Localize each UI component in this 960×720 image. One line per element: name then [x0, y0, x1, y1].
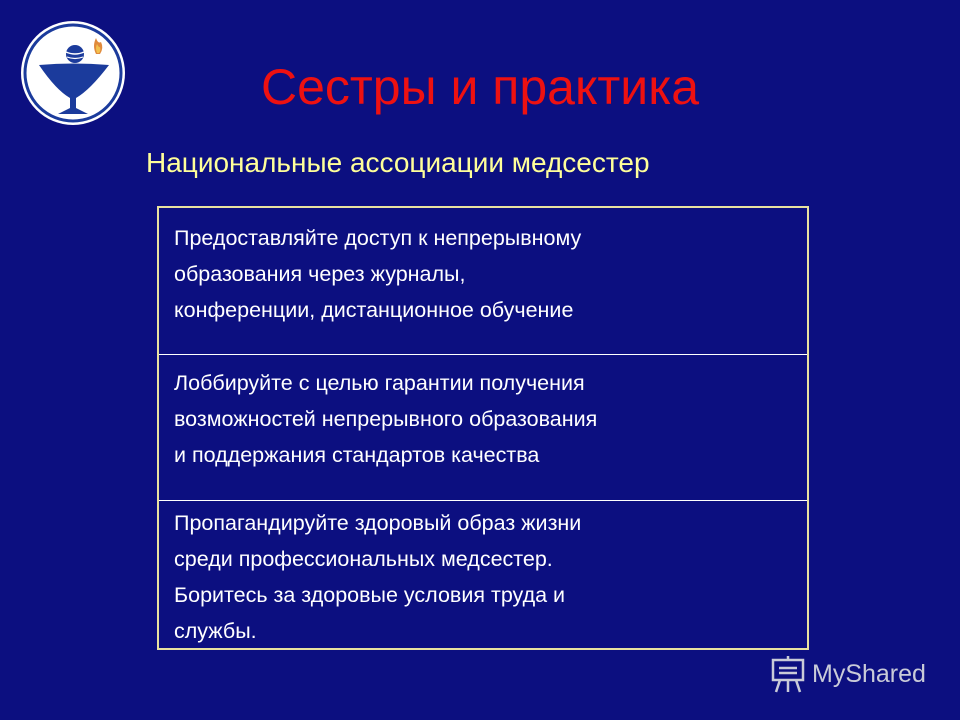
table-row-line: Боритесь за здоровые условия труда и	[174, 583, 566, 607]
table-row	[159, 501, 807, 648]
watermark	[770, 654, 926, 694]
presentation-board-icon	[770, 654, 806, 694]
table-row-line: возможностей непрерывного образования	[174, 407, 598, 431]
watermark-text: MyShared	[812, 659, 926, 688]
slide-subtitle: Национальные ассоциации медсестер	[146, 147, 650, 178]
table-row-line: и поддержания стандартов качества	[174, 443, 540, 467]
table-row-line: Предоставляйте доступ к непрерывному	[174, 226, 582, 250]
table-row	[159, 355, 807, 501]
table-row-line: образования через журналы,	[174, 262, 466, 286]
content-table	[157, 206, 809, 650]
table-row-line: среди профессиональных медсестер.	[174, 547, 553, 571]
slide-title: Сестры и практика	[260, 59, 699, 115]
table-row-line: Пропагандируйте здоровый образ жизни	[174, 511, 582, 535]
table-row-line: Лоббируйте с целью гарантии получения	[174, 371, 585, 395]
table-row-line: службы.	[174, 619, 257, 643]
table-row-line: конференции, дистанционное обучение	[174, 298, 574, 322]
table-row	[159, 208, 807, 355]
